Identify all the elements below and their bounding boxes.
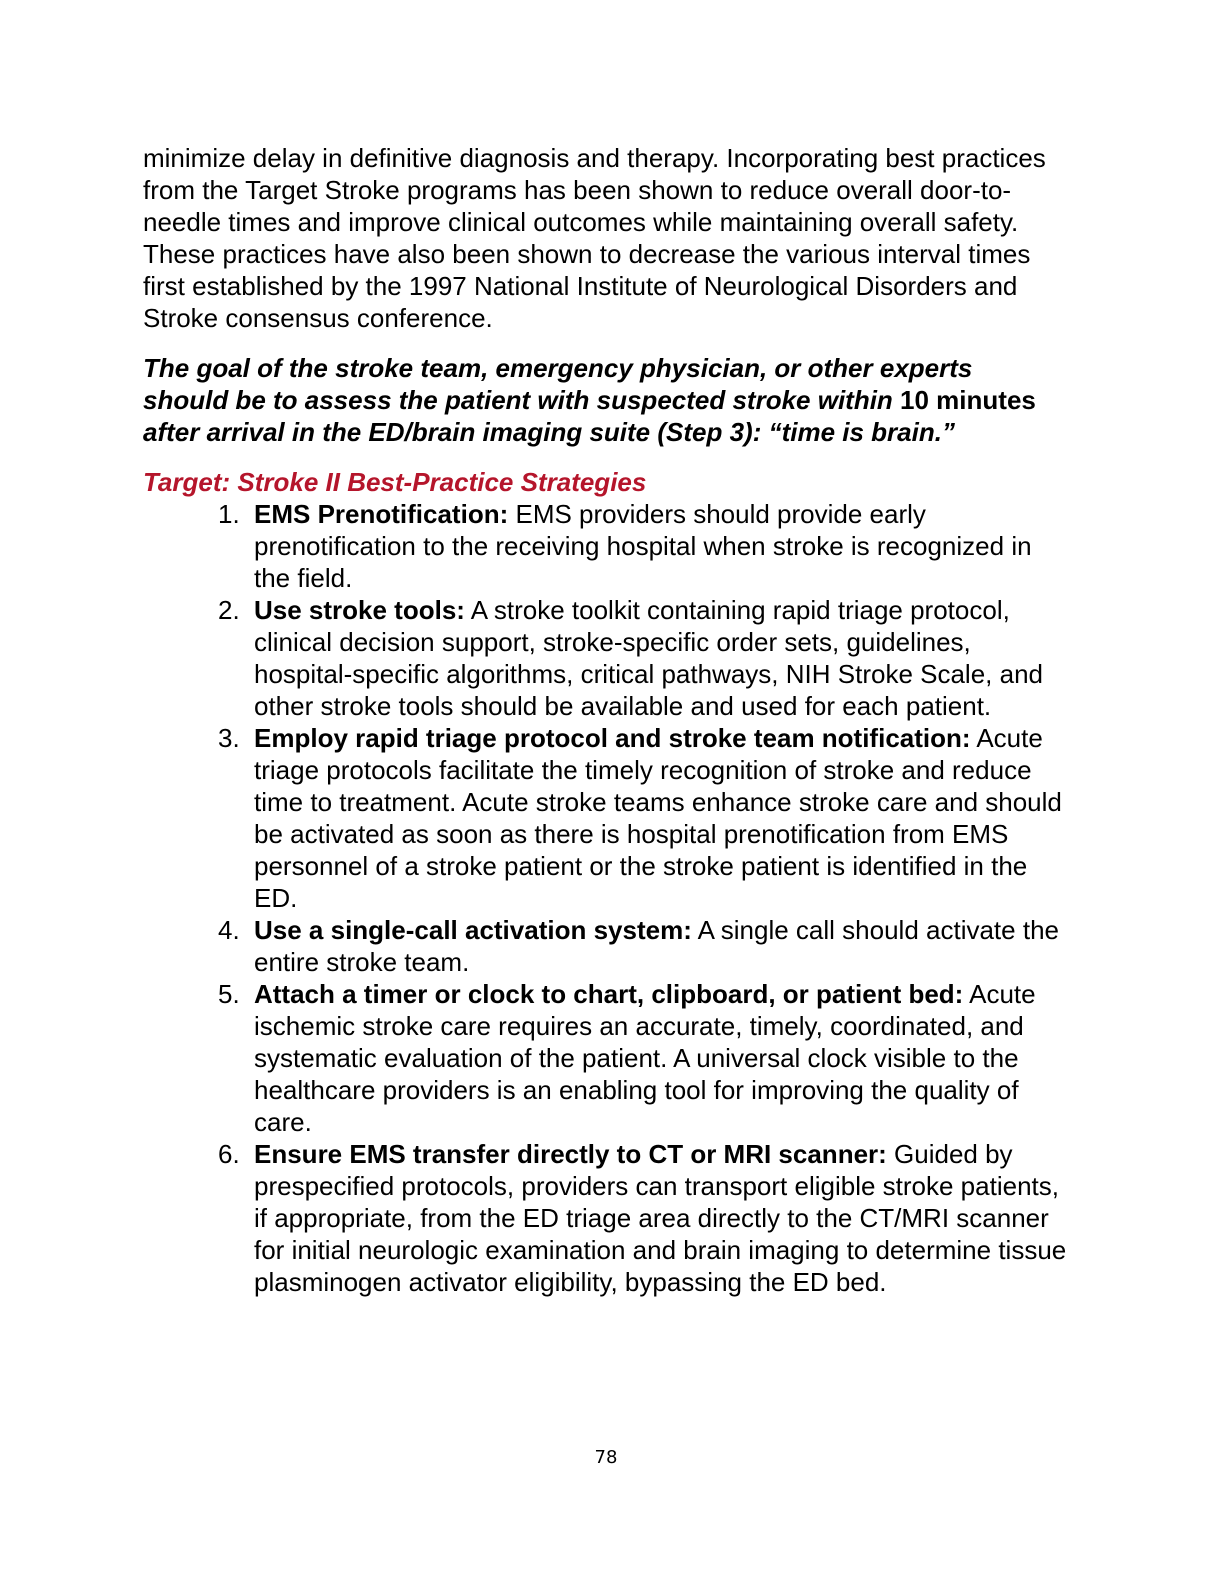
item-title: Attach a timer or clock to chart, clipboard, or patient bed: <box>254 979 964 1009</box>
item-text: Acute triage protocols facilitate the timely recognition of stroke and reduce time to treatment. Acute stroke teams enhance stroke care and should be activated as soon as there is hospital prenotification from EMS personnel of a stroke patient or the stroke patient is identified in the ED. <box>254 723 1062 913</box>
page-number: 78 <box>594 1447 618 1468</box>
list-item <box>143 594 1074 722</box>
goal-statement <box>143 352 1038 448</box>
list-item <box>143 914 1074 978</box>
list-item <box>143 722 1074 914</box>
item-number: 6. <box>218 1139 240 1169</box>
list-item <box>143 498 1074 594</box>
item-text: A single call should activate the entire stroke team. <box>254 915 1059 977</box>
item-title: Employ rapid triage protocol and stroke team notification: <box>254 723 971 753</box>
item-number: 5. <box>218 979 240 1009</box>
item-number: 2. <box>218 595 240 625</box>
item-title: EMS Prenotification: <box>254 499 509 529</box>
goal-part-3: after arrival in the ED/brain imaging suite (Step 3): “time is brain.” <box>143 417 955 447</box>
section-heading: Target: Stroke II Best-Practice Strategies <box>143 467 647 497</box>
item-number: 3. <box>218 723 240 753</box>
item-text: A stroke toolkit containing rapid triage protocol, clinical decision support, stroke-specific order sets, guidelines, hospital-specific algorithms, critical pathways, NIH Stroke Scale, and other stroke tools should be available and used for each patient. <box>254 595 1043 721</box>
item-number: 4. <box>218 915 240 945</box>
intro-paragraph: minimize delay in definitive diagnosis and therapy. Incorporating best practices from the Target Stroke programs has been shown to reduce overall door-to-needle times and improve clinical outcomes while maintaining overall safety. These practices have also been shown to decrease the various interval times first established by the 1997 National Institute of Neurological Disorders and Stroke consensus conference. <box>143 143 1046 333</box>
list-item <box>143 978 1074 1138</box>
document-body <box>143 142 1067 1298</box>
goal-part-2: 10 minutes <box>892 385 1036 415</box>
item-number: 1. <box>218 499 240 529</box>
item-text: EMS providers should provide early prenotification to the receiving hospital when stroke is recognized in the field. <box>254 499 1032 593</box>
item-title: Use stroke tools: <box>254 595 465 625</box>
list-item <box>143 1138 1074 1298</box>
item-text: Acute ischemic stroke care requires an accurate, timely, coordinated, and systematic evaluation of the patient. A universal clock visible to the healthcare providers is an enabling tool for improving the quality of care. <box>254 979 1036 1137</box>
item-title: Ensure EMS transfer directly to CT or MRI scanner: <box>254 1139 887 1169</box>
goal-part-1: The goal of the stroke team, emergency physician, or other experts should be to assess the patient with suspected stroke within <box>143 353 973 415</box>
item-title: Use a single-call activation system: <box>254 915 692 945</box>
strategy-list <box>143 498 1067 1298</box>
item-text: Guided by prespecified protocols, providers can transport eligible stroke patients, if appropriate, from the ED triage area directly to the CT/MRI scanner for initial neurologic examination and brain imaging to determine tissue plasminogen activator eligibility, bypassing the ED bed. <box>254 1139 1067 1297</box>
